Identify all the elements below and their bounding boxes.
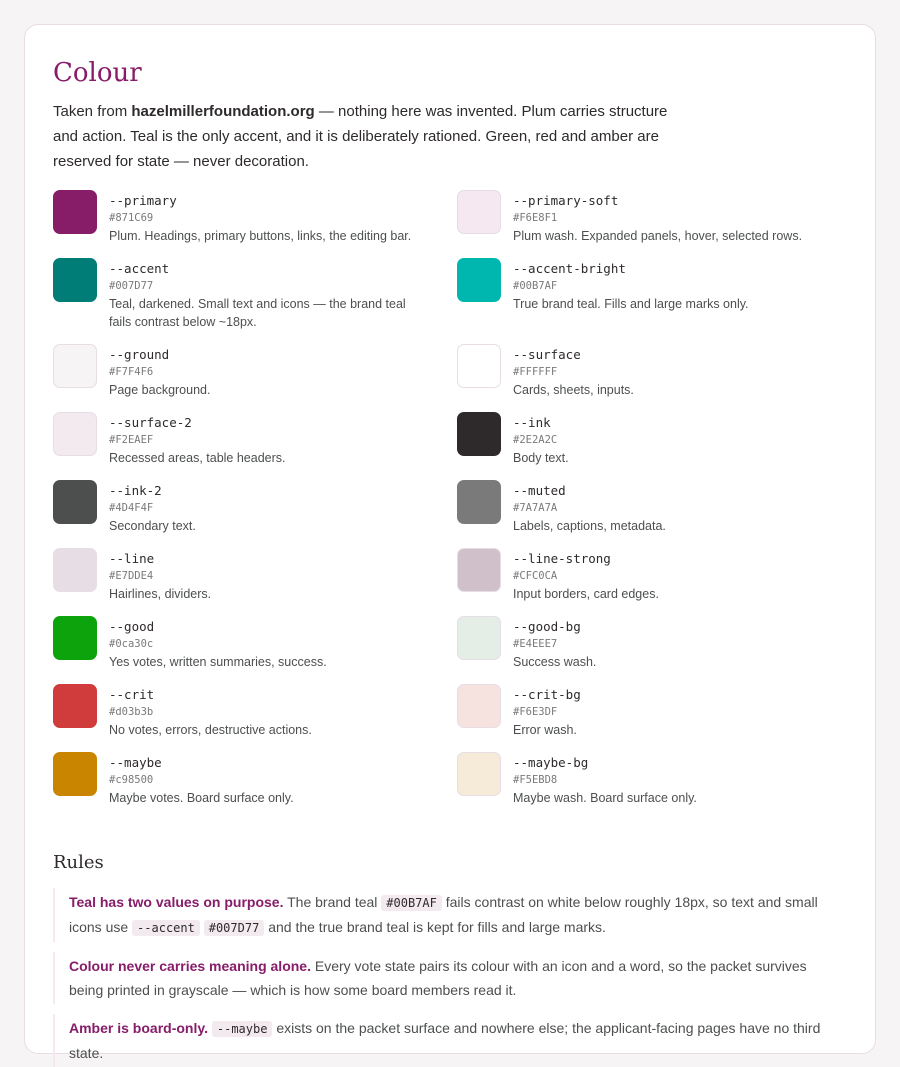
intro-domain: hazelmillerfoundation.org [131, 103, 315, 120]
token-grid [53, 190, 847, 820]
token-description: Teal, darkened. Small text and icons — the brand teal fails contrast below ~18px. [109, 297, 406, 329]
color-swatch [457, 258, 501, 302]
token-meta [109, 616, 414, 671]
token-hex: #7A7A7A [513, 502, 558, 514]
token-hex: #E4EEE7 [513, 638, 558, 650]
token-description: Error wash. [513, 723, 577, 737]
token-hex: #F6E3DF [513, 706, 558, 718]
token-muted [457, 480, 861, 548]
token-name: --accent [109, 261, 170, 276]
token-hex: #d03b3b [109, 706, 154, 718]
color-swatch [457, 684, 501, 728]
token-good-bg [457, 616, 861, 684]
code-token: #007D77 [204, 920, 265, 936]
token-hex: #00B7AF [513, 280, 558, 292]
token-meta [109, 344, 414, 399]
token-accent-bright [457, 258, 861, 344]
intro-after: — nothing here was invented. Plum carries structure and action. Teal is the only accent, and it is deliberately rationed. Green, red and amber are reserved for state — never decoration. [53, 103, 668, 170]
token-description: Page background. [109, 383, 211, 397]
code-token: --accent [132, 920, 200, 936]
rule-text: exists on the packet surface and nowhere else; the applicant-facing pages have no third state. [69, 1020, 821, 1061]
token-line-strong [457, 548, 861, 616]
token-meta [513, 190, 818, 245]
token-ink-2 [53, 480, 457, 548]
token-meta [109, 412, 414, 467]
token-name: --primary-soft [513, 193, 619, 208]
rule-text: and the true brand teal is kept for fills and large marks. [264, 919, 606, 935]
rule-meaning [53, 952, 839, 1004]
token-name: --ink-2 [109, 483, 162, 498]
token-ground [53, 344, 457, 412]
token-name: --primary [109, 193, 177, 208]
token-crit-bg [457, 684, 861, 752]
color-swatch [53, 258, 97, 302]
token-hex: #c98500 [109, 774, 154, 786]
rule-text: The brand teal [283, 894, 382, 910]
token-good [53, 616, 457, 684]
rule-lead: Colour never carries meaning alone. [69, 958, 311, 974]
token-name: --line-strong [513, 551, 611, 566]
token-name: --good-bg [513, 619, 581, 634]
token-description: Maybe votes. Board surface only. [109, 791, 294, 805]
token-hex: #871C69 [109, 212, 154, 224]
token-hex: #E7DDE4 [109, 570, 154, 582]
token-name: --maybe [109, 755, 162, 770]
token-surface [457, 344, 861, 412]
token-primary-soft [457, 190, 861, 258]
color-swatch [53, 684, 97, 728]
token-hex: #F6E8F1 [513, 212, 558, 224]
token-crit [53, 684, 457, 752]
color-swatch [53, 190, 97, 234]
token-meta [513, 258, 818, 313]
token-primary [53, 190, 457, 258]
token-ink [457, 412, 861, 480]
token-name: --line [109, 551, 155, 566]
token-accent [53, 258, 457, 344]
token-description: Plum wash. Expanded panels, hover, selected rows. [513, 229, 803, 243]
token-description: Body text. [513, 451, 569, 465]
token-name: --surface [513, 347, 581, 362]
token-description: Maybe wash. Board surface only. [513, 791, 697, 805]
token-description: Cards, sheets, inputs. [513, 383, 634, 397]
rule-lead: Teal has two values on purpose. [69, 894, 284, 910]
rule-text: fails contrast on white below roughly 18px, so text and small icons use [69, 894, 818, 935]
token-hex: #007D77 [109, 280, 154, 292]
intro-before: Taken from [53, 103, 132, 120]
token-maybe-bg [457, 752, 861, 820]
token-name: --ink [513, 415, 551, 430]
token-description: Hairlines, dividers. [109, 587, 212, 601]
color-swatch [53, 548, 97, 592]
color-swatch [53, 616, 97, 660]
color-swatch [457, 752, 501, 796]
rule-text: Every vote state pairs its colour with an icon and a word, so the packet survives being printed in grayscale — which is how some board members read it. [69, 958, 807, 998]
rule-amber [53, 1014, 839, 1067]
token-name: --muted [513, 483, 566, 498]
colour-card [24, 24, 876, 1061]
token-name: --accent-bright [513, 261, 626, 276]
color-swatch [53, 344, 97, 388]
token-surface-2 [53, 412, 457, 480]
intro-paragraph [53, 99, 693, 174]
color-swatch [457, 616, 501, 660]
token-meta [109, 190, 414, 245]
rule-lead: Amber is board-only. [69, 1020, 208, 1036]
token-name: --maybe-bg [513, 755, 589, 770]
token-description: Plum. Headings, primary buttons, links, the editing bar. [109, 229, 412, 243]
code-token: #00B7AF [381, 895, 442, 911]
token-name: --ground [109, 347, 170, 362]
token-maybe [53, 752, 457, 820]
color-swatch [53, 480, 97, 524]
token-description: Recessed areas, table headers. [109, 451, 286, 465]
color-swatch [457, 480, 501, 524]
token-meta [109, 752, 414, 807]
token-hex: #2E2A2C [513, 434, 558, 446]
token-description: Secondary text. [109, 519, 196, 533]
token-meta [513, 548, 818, 603]
color-swatch [457, 548, 501, 592]
token-description: Yes votes, written summaries, success. [109, 655, 327, 669]
token-hex: #CFC0CA [513, 570, 558, 582]
token-description: True brand teal. Fills and large marks only. [513, 297, 749, 311]
token-meta [109, 548, 414, 603]
token-name: --surface-2 [109, 415, 192, 430]
token-description: Labels, captions, metadata. [513, 519, 666, 533]
token-hex: #4D4F4F [109, 502, 154, 514]
token-meta [109, 684, 414, 739]
token-name: --crit-bg [513, 687, 581, 702]
token-meta [109, 258, 414, 331]
token-description: Success wash. [513, 655, 597, 669]
token-description: Input borders, card edges. [513, 587, 659, 601]
token-meta [513, 480, 818, 535]
token-meta [109, 480, 414, 535]
token-hex: #F2EAEF [109, 434, 154, 446]
token-meta [513, 616, 818, 671]
color-swatch [457, 190, 501, 234]
rule-teal [53, 888, 839, 942]
token-hex: #F5EBD8 [513, 774, 558, 786]
rules-heading: Rules [53, 852, 104, 873]
token-meta [513, 344, 818, 399]
token-meta [513, 412, 818, 467]
color-swatch [53, 412, 97, 456]
token-hex: #F7F4F6 [109, 366, 154, 378]
color-swatch [457, 412, 501, 456]
rules-list [53, 888, 847, 1067]
token-meta [513, 752, 818, 807]
color-swatch [53, 752, 97, 796]
token-description: No votes, errors, destructive actions. [109, 723, 312, 737]
color-swatch [457, 344, 501, 388]
token-name: --good [109, 619, 155, 634]
token-name: --crit [109, 687, 155, 702]
token-meta [513, 684, 818, 739]
page-title: Colour [53, 58, 142, 88]
token-hex: #0ca30c [109, 638, 154, 650]
code-token: --maybe [212, 1021, 273, 1037]
token-line [53, 548, 457, 616]
token-hex: #FFFFFF [513, 366, 558, 378]
